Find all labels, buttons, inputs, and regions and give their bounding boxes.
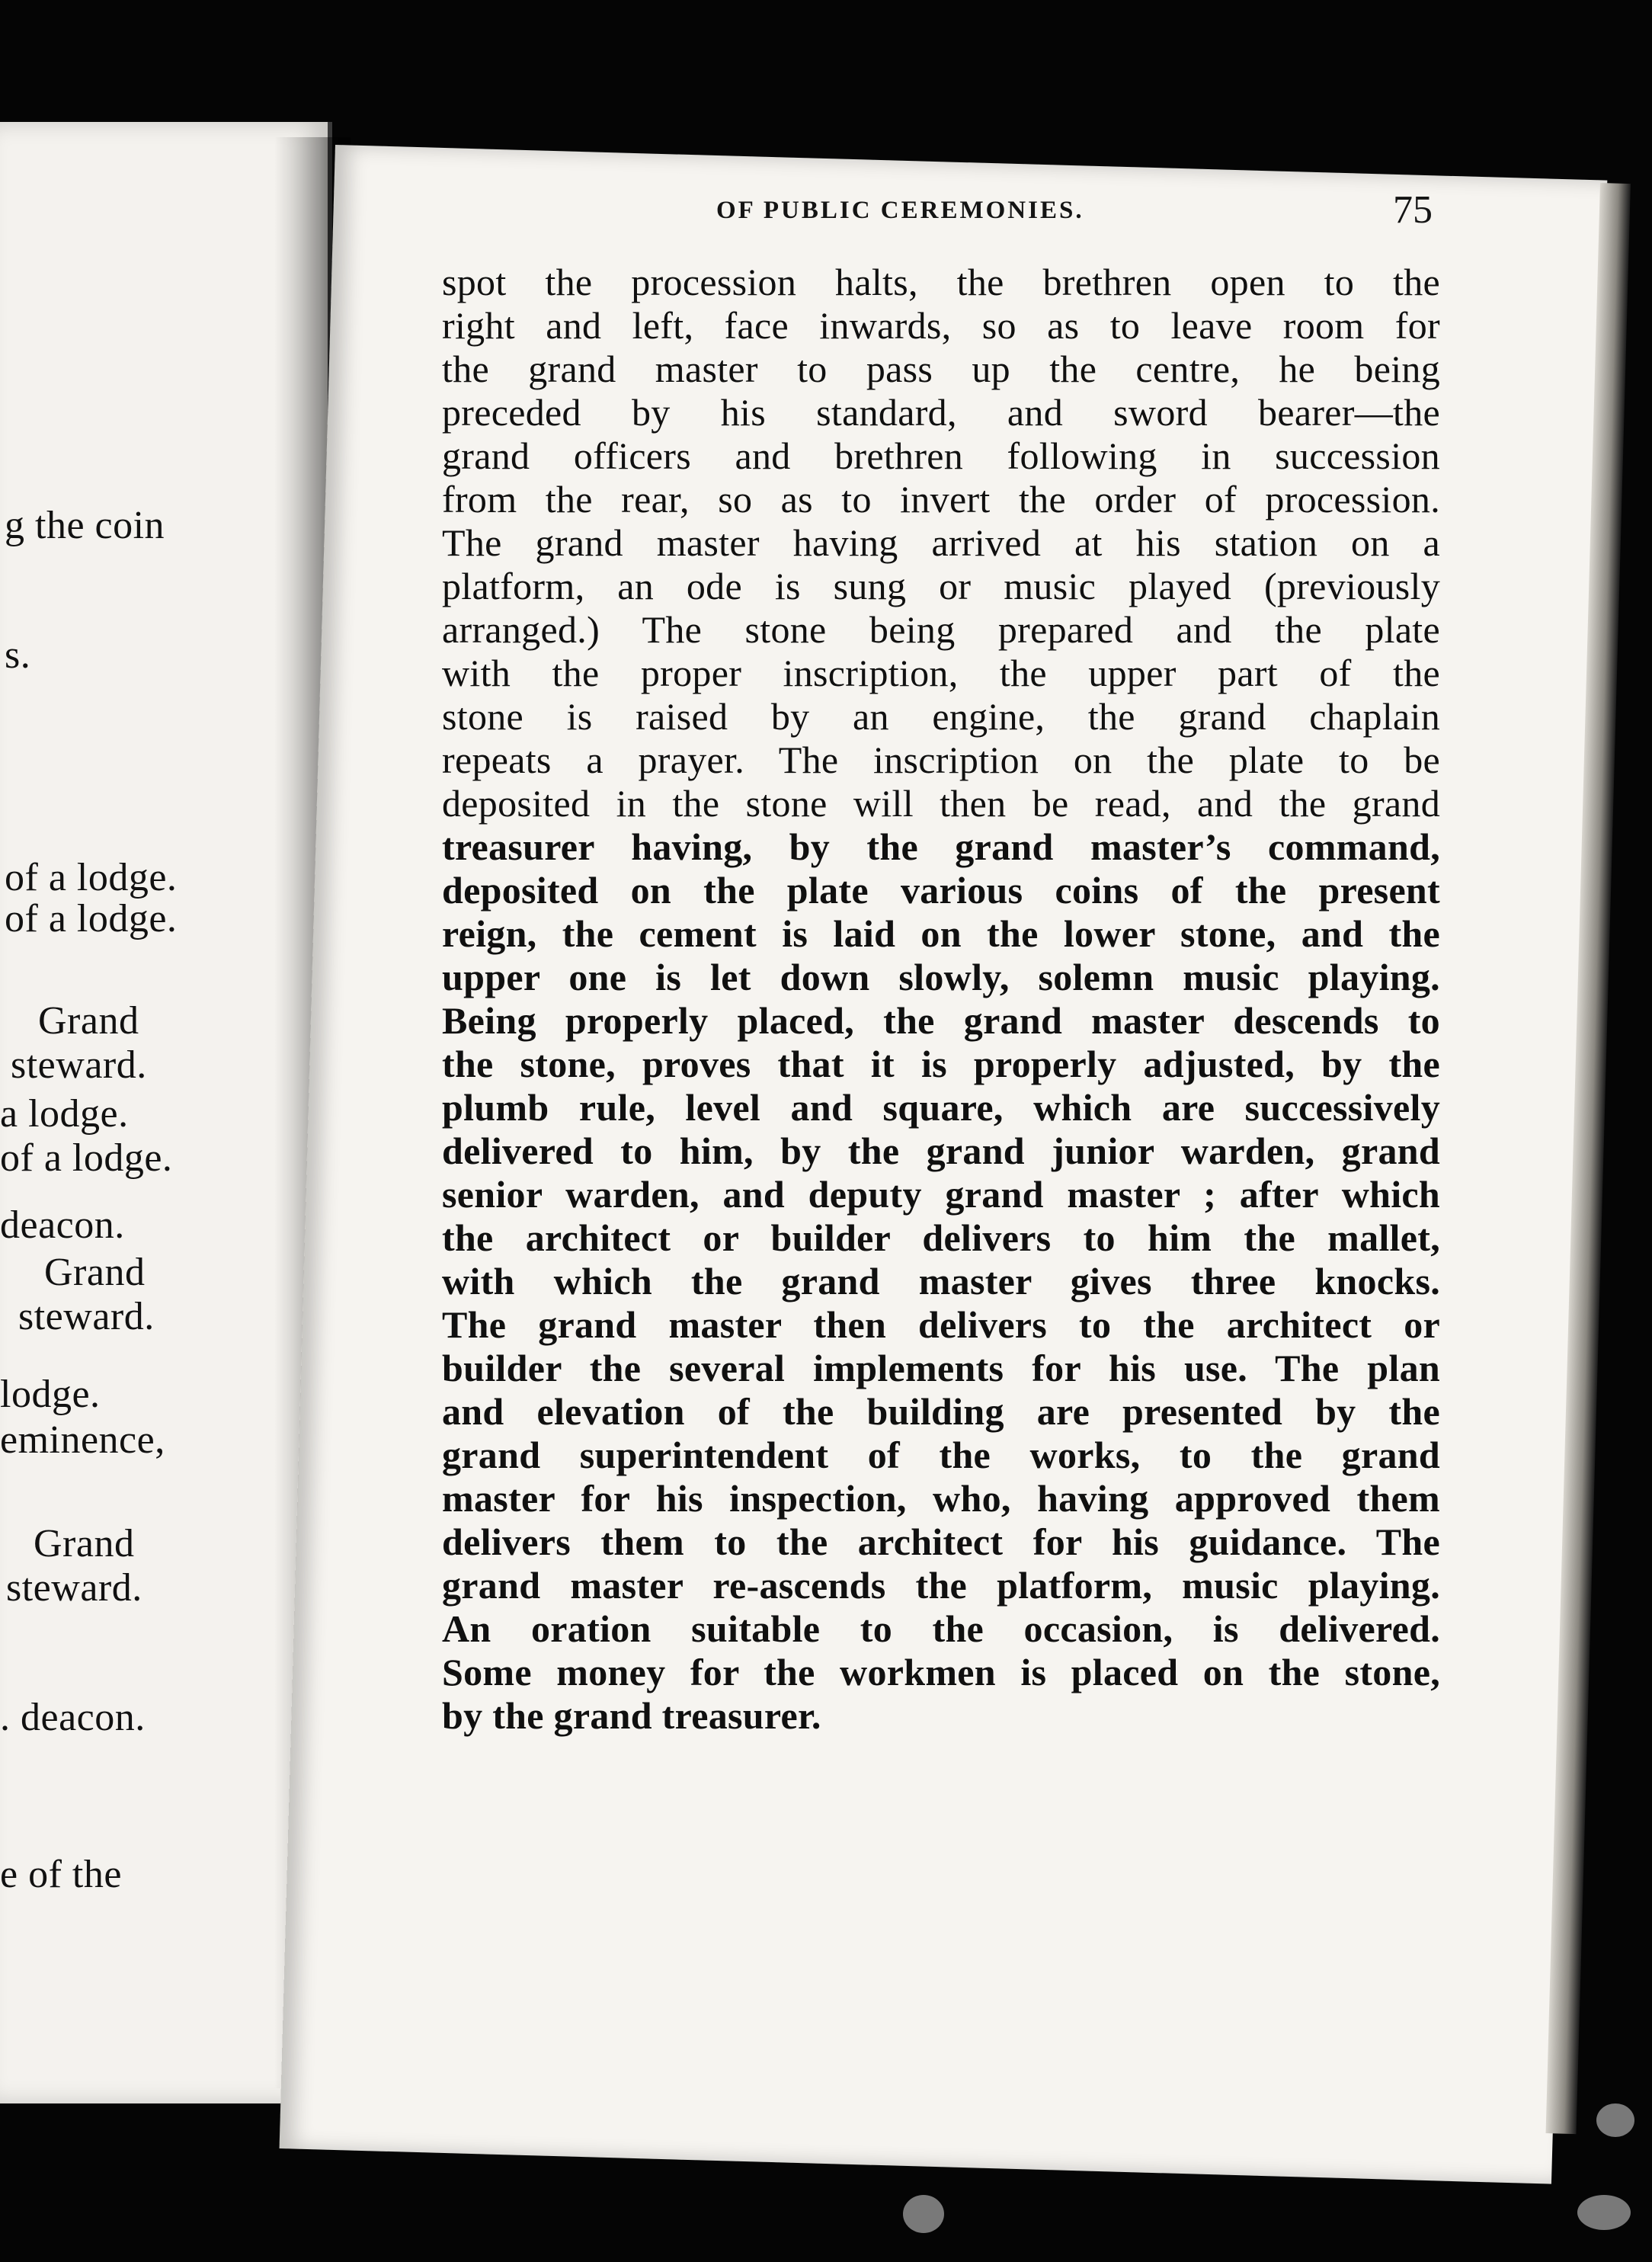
text-line: the stone, proves that it is properly adjusted, by the — [442, 1043, 1440, 1085]
text-line: spot the procession halts, the brethren open to the — [442, 261, 1440, 303]
left-page-line: of a lodge. — [0, 1136, 173, 1180]
text-line: deposited in the stone will then be read, and the grand — [442, 782, 1440, 825]
text-line: The grand master then delivers to the architect or — [442, 1303, 1440, 1346]
text-line: Some money for the workmen is placed on the stone, — [442, 1651, 1440, 1693]
text-line: platform, an ode is sung or music played (previously — [442, 565, 1440, 607]
left-page-line: steward. — [18, 1295, 155, 1338]
text-line: upper one is let down slowly, solemn music playing. — [442, 956, 1440, 998]
text-line: senior warden, and deputy grand master ; after which — [442, 1173, 1440, 1216]
text-line: deposited on the plate various coins of the present — [442, 869, 1440, 912]
text-line: the architect or builder delivers to him the mallet, — [442, 1216, 1440, 1259]
running-head — [396, 188, 1433, 252]
left-page-line: Grand — [34, 1522, 135, 1565]
scan-artifact — [1577, 2195, 1631, 2230]
text-line: repeats a prayer. The inscription on the plate to be — [442, 739, 1440, 781]
left-page-line: e of the — [0, 1853, 122, 1896]
text-line: delivered to him, by the grand junior warden, grand — [442, 1129, 1440, 1172]
text-line: arranged.) The stone being prepared and the plate — [442, 608, 1440, 651]
text-line: plumb rule, level and square, which are successively — [442, 1086, 1440, 1129]
text-line: delivers them to the architect for his guidance. The — [442, 1520, 1440, 1563]
text-line: builder the several implements for his use. The plan — [442, 1347, 1440, 1389]
left-page-line: Grand — [44, 1251, 146, 1294]
text-line: with which the grand master gives three knocks. — [442, 1260, 1440, 1302]
left-page-line: eminence, — [0, 1418, 165, 1462]
text-line: with the proper inscription, the upper part of the — [442, 652, 1440, 694]
text-line: by the grand treasurer. — [442, 1694, 821, 1737]
page-number: 75 — [1393, 188, 1433, 232]
text-line: right and left, face inwards, so as to leave room for — [442, 304, 1440, 347]
text-line: grand master re-ascends the platform, music playing. — [442, 1564, 1440, 1607]
text-line: from the rear, so as to invert the order of procession. — [442, 478, 1440, 521]
text-line: The grand master having arrived at his station on a — [442, 521, 1440, 564]
left-page-line: Grand — [38, 999, 139, 1043]
running-head-title: OF PUBLIC CEREMONIES. — [716, 197, 1084, 224]
left-page-line: g the coin — [5, 504, 165, 547]
left-page-line: . deacon. — [0, 1696, 146, 1739]
left-page-line: of a lodge. — [5, 897, 178, 940]
body-text — [442, 261, 1440, 1738]
text-line: reign, the cement is laid on the lower stone, and the — [442, 912, 1440, 955]
text-line: An oration suitable to the occasion, is delivered. — [442, 1607, 1440, 1650]
left-page-line: of a lodge. — [5, 856, 178, 899]
left-page-line: a lodge. — [0, 1092, 129, 1136]
scan-artifact — [1596, 2103, 1634, 2137]
text-line: grand superintendent of the works, to the grand — [442, 1434, 1440, 1476]
text-line: treasurer having, by the grand master’s command, — [442, 825, 1440, 868]
text-line: Being properly placed, the grand master descends to — [442, 999, 1440, 1042]
text-line: stone is raised by an engine, the grand chaplain — [442, 695, 1440, 738]
text-line: grand officers and brethren following in succession — [442, 434, 1440, 477]
left-page-line: s. — [5, 633, 31, 677]
left-page-line: lodge. — [0, 1373, 101, 1416]
text-line: preceded by his standard, and sword bearer—the — [442, 391, 1440, 434]
text-line: and elevation of the building are presented by the — [442, 1390, 1440, 1433]
text-line: the grand master to pass up the centre, he being — [442, 348, 1440, 390]
left-page-line: steward. — [6, 1566, 142, 1610]
text-line: master for his inspection, who, having approved them — [442, 1477, 1440, 1520]
scan-artifact — [903, 2195, 944, 2233]
left-page-line: steward. — [11, 1043, 147, 1087]
left-page-line: deacon. — [0, 1203, 125, 1247]
